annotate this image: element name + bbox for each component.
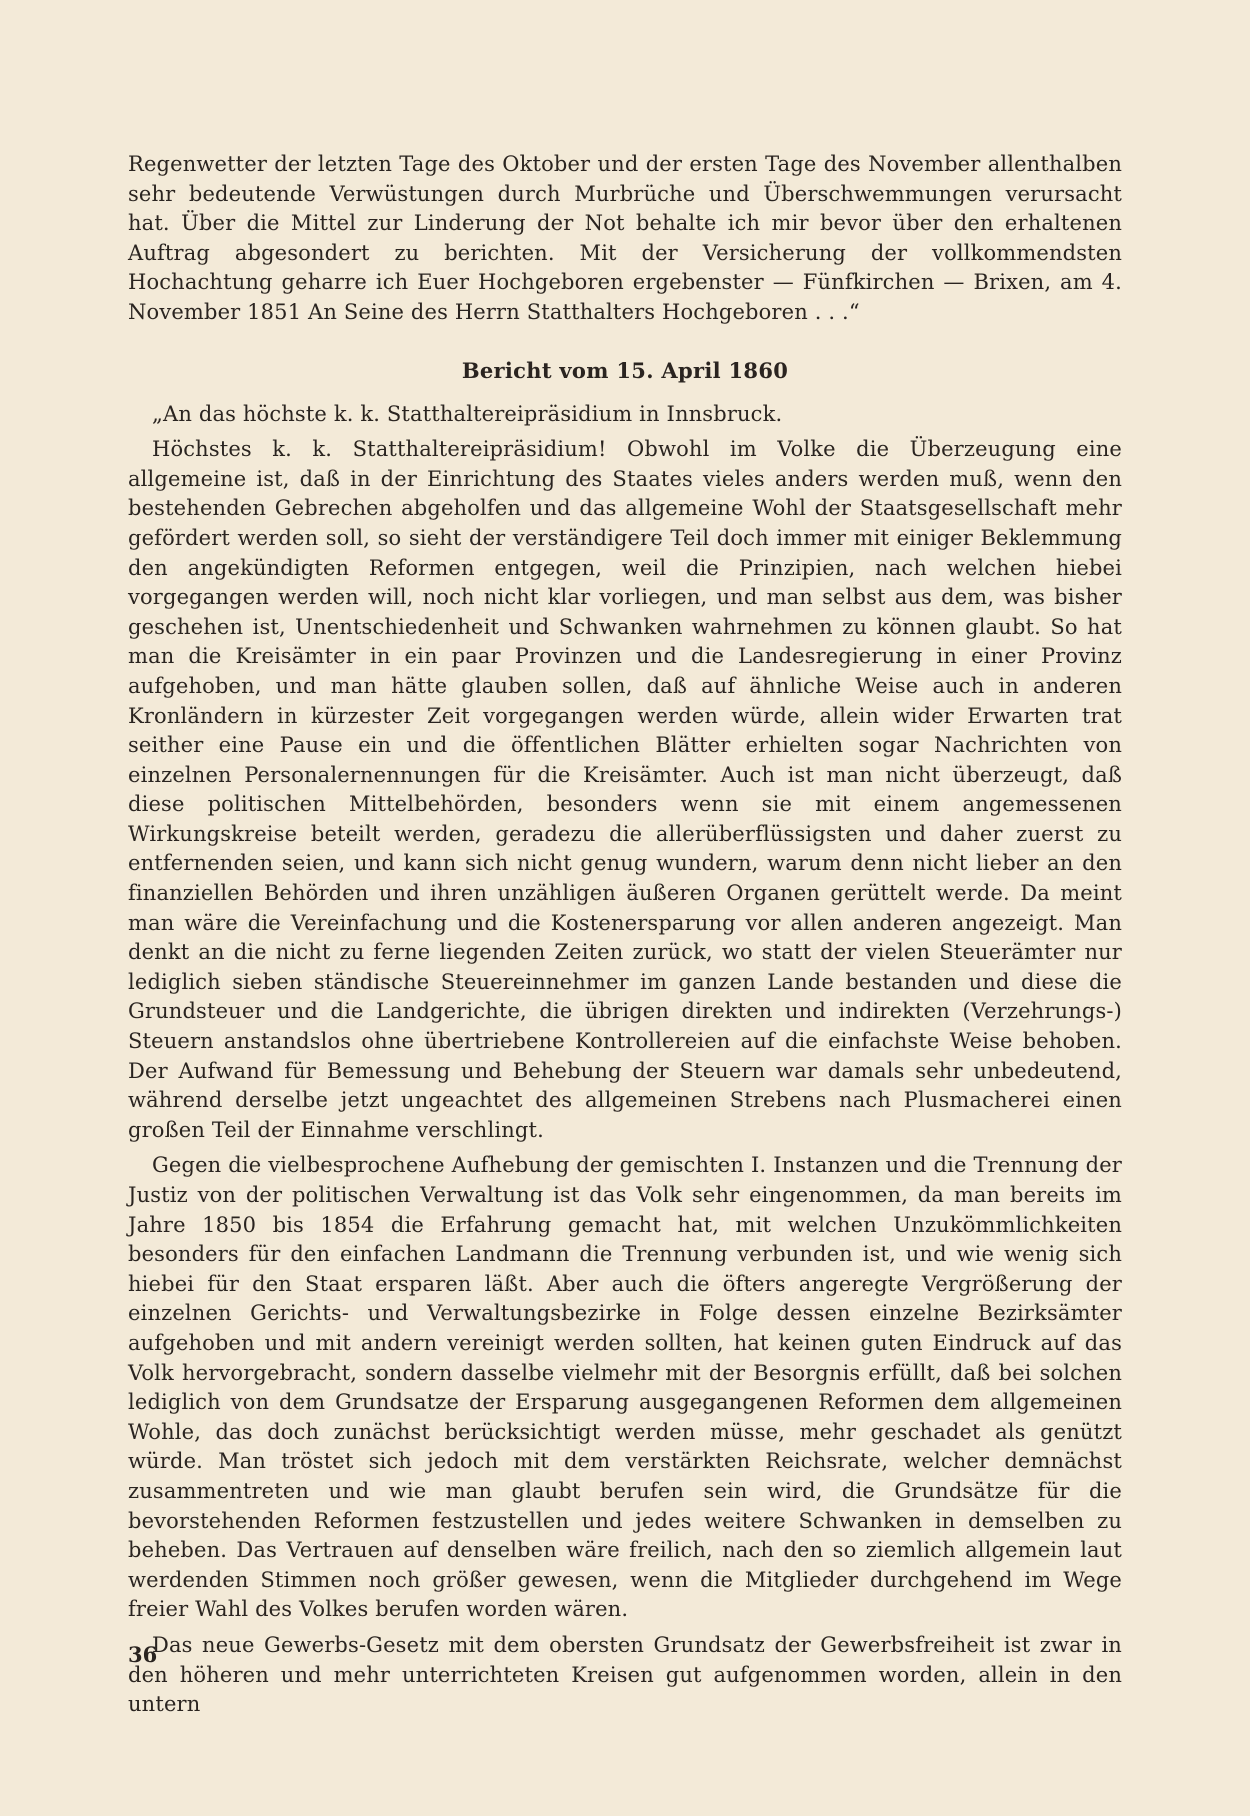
section-heading: Bericht vom 15. April 1860 (461, 357, 789, 383)
body-paragraph-3: Das neue Gewerbs-Gesetz mit dem obersten Grundsatz der Gewerbsfreiheit ist zwar in den höheren und mehr unterrichteten Kreisen gut aufgenommen worden, allein in den untern (128, 1632, 1122, 1717)
body-paragraph-2: Gegen die vielbesprochene Aufhebung der gemischten I. Instanzen und die Trennung der Justiz von der politischen Verwaltung ist das Volk sehr eingenommen, da man bereits im Jahre 1850 bis 1854 die Erfahrung gemacht hat, mit welchen Unzukömmlichkeiten besonders für den einfachen Landmann die Trennung verbunden ist, und wie wenig sich hiebei für den Staat ersparen läßt. Aber auch die öfters angeregte Vergrößerung der einzelnen Gerichts- und Verwaltungsbezirke in Folge dessen einzelne Bezirksämter aufgehoben und mit andern vereinigt werden sollten, hat keinen guten Eindruck auf das Volk hervorgebracht, sondern dasselbe vielmehr mit der Besorgnis erfüllt, daß bei solchen lediglich von dem Grundsatze der Ersparung ausgegangenen Reformen dem allgemeinen Wohle, das doch zunächst berücksichtigt werden müsse, mehr geschadet als genützt würde. Man tröstet sich jedoch mit dem verstärkten Reichsrate, welcher demnächst zusammentreten und wie man glaubt berufen sein wird, die Grundsätze für die bevorstehenden Reformen festzustellen und jedes weitere Schwanken in demselben zu beheben. Das Vertrauen auf denselben wäre freilich, nach den so ziemlich allgemein laut werdenden Stimmen noch größer gewesen, wenn die Mitglieder durchgehend im Wege freier Wahl des Volkes berufen worden wären. (128, 1153, 1122, 1622)
body-paragraph-1: Höchstes k. k. Statthaltereipräsidium! Obwohl im Volke die Überzeugung eine allgemeine ist, daß in der Einrichtung des Staates vieles anders werden muß, wenn den bestehenden Gebrechen abgeholfen und das allgemeine Wohl der Staatsgesellschaft mehr gefördert werden soll, so sieht der verständigere Teil doch immer mit einiger Beklemmung den angekündigten Reformen entgegen, weil die Prinzipien, nach welchen hiebei vorgegangen werden will, noch nicht klar vorliegen, und man selbst aus dem, was bisher geschehen ist, Unentschiedenheit und Schwanken wahrnehmen zu können glaubt. So hat man die Kreisämter in ein paar Provinzen und die Landesregierung in einer Provinz aufgehoben, und man hätte glauben sollen, daß auf ähnliche Weise auch in anderen Kronländern in kürzester Zeit vorgegangen werden würde, allein wider Erwarten trat seither eine Pause ein und die öffentlichen Blätter erhielten sogar Nachrichten von einzelnen Personalernennungen für die Kreisämter. Auch ist man nicht überzeugt, daß diese politischen Mittelbehörden, besonders wenn sie mit einem angemessenen Wirkungskreise beteilt werden, geradezu die allerüberflüssigsten und daher zuerst zu entfernenden seien, und kann sich nicht genug wundern, warum denn nicht lieber an den finanziellen Behörden und ihren unzähligen äußeren Organen gerüttelt werde. Da meint man wäre die Vereinfachung und die Kostenersparung vor allen anderen angezeigt. Man denkt an die nicht zu ferne liegenden Zeiten zurück, wo statt der vielen Steuerämter nur lediglich sieben ständische Steuereinnehmer im ganzen Lande bestanden und diese die Grundsteuer und die Landgerichte, die übrigen direkten und indirekten (Verzehrungs-) Steuern anstandslos ohne übertriebene Kontrollereien auf die einfachste Weise behoben. Der Aufwand für Bemessung und Behebung der Steuern war damals sehr unbedeutend, während derselbe jetzt ungeachtet des allgemeinen Strebens nach Plusmacherei einen großen Teil der Einnahme verschlingt. (128, 437, 1122, 1142)
page-body (128, 150, 1122, 1720)
salutation-line: „An das höchste k. k. Statthaltereipräsidium in Innsbruck. (152, 401, 783, 426)
opening-paragraph: Regenwetter der letzten Tage des Oktober und der ersten Tage des November allenthalben sehr bedeutende Verwüstungen durch Murbrüche und Überschwemmungen verursacht hat. Über die Mittel zur Linderung der Not behalte ich mir bevor über den erhaltenen Auftrag abgesondert zu berichten. Mit der Versicherung der vollkommendsten Hochachtung geharre ich Euer Hochgeboren ergebenster — Fünfkirchen — Brixen, am 4. November 1851 An Seine des Herrn Statthalters Hochgeboren . . .“ (128, 152, 1122, 324)
page-number: 36 (128, 1642, 158, 1667)
